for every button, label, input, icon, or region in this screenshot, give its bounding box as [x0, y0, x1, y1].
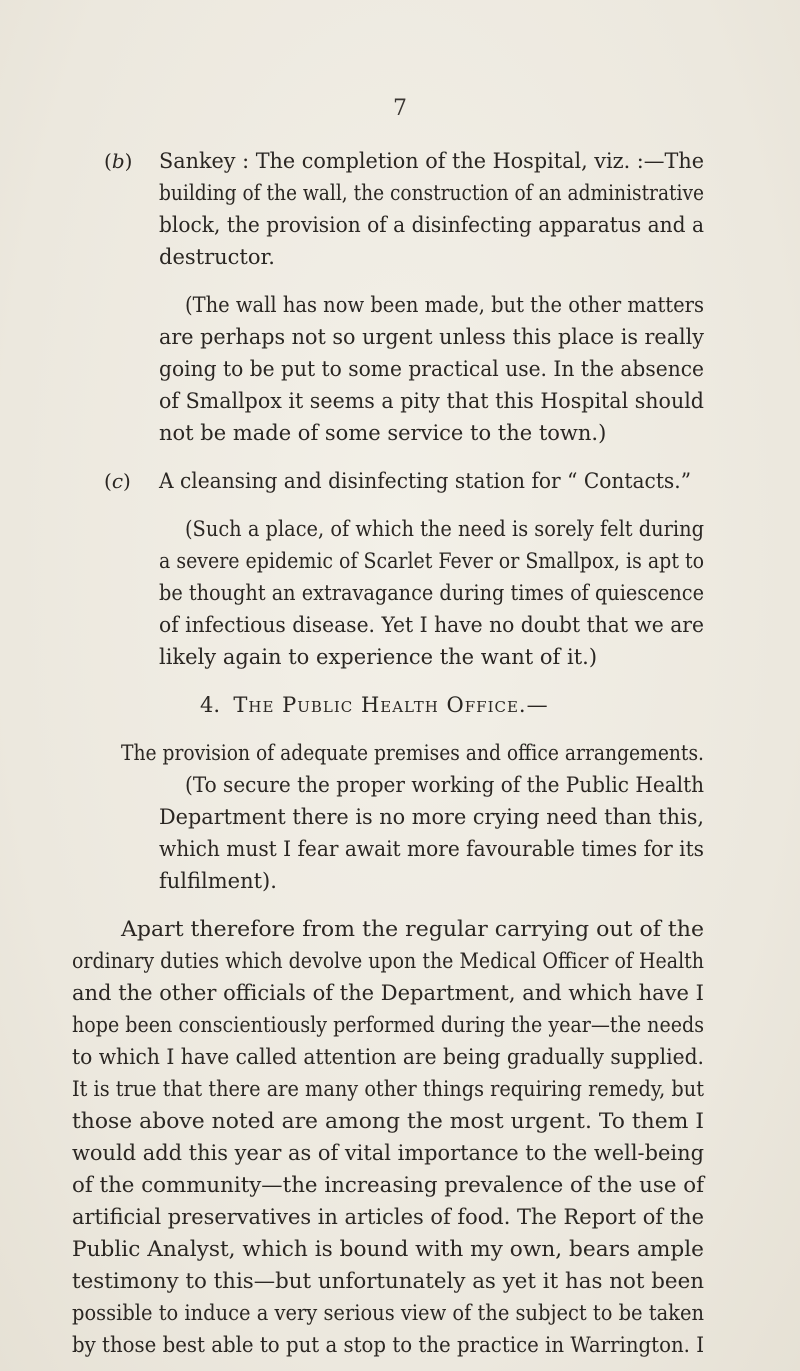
closing-line: hope been conscientiously performed during the year—the needs	[72, 1013, 704, 1037]
item-c-note-line: likely again to experience the want of it.)	[159, 645, 598, 669]
closing-line: possible to induce a very serious view of the subject to be taken	[72, 1301, 704, 1325]
item-c-note-line: of infectious disease. Yet I have no doubt that we are	[159, 613, 704, 637]
section-note-line: fulfilment).	[159, 869, 277, 893]
item-b-line: building of the wall, the construction of an administrative	[159, 181, 704, 205]
page-number: 7	[393, 96, 407, 121]
closing-line: to which I have called attention are being gradually supplied.	[72, 1045, 704, 1069]
closing-line: those above noted are among the most urgent. To them I	[72, 1109, 705, 1133]
closing-line: and the other officials of the Department, and which have I	[72, 981, 704, 1005]
closing-line: Apart therefore from the regular carrying out of the	[121, 917, 704, 941]
closing-line: It is true that there are many other things requiring remedy, but	[72, 1077, 704, 1101]
item-b-note-line: going to be put to some practical use. In the absence	[159, 357, 705, 381]
item-c-line: A cleansing and disinfecting station for “ Contacts.”	[159, 469, 692, 493]
section-note-line: Department there is no more crying need than this,	[159, 805, 704, 829]
item-b-line: destructor.	[159, 245, 275, 269]
item-b-note-line: are perhaps not so urgent unless this place is really	[159, 325, 705, 349]
item-b-line: Sankey : The completion of the Hospital, viz. :—The	[159, 149, 705, 173]
item-c-note-line: (Such a place, of which the need is sorely felt during	[185, 517, 705, 541]
item-b-note-line: (The wall has now been made, but the other matters	[185, 293, 704, 317]
item-label-b: (b)	[104, 149, 133, 173]
item-b-note-line: of Smallpox it seems a pity that this Hospital should	[159, 389, 704, 413]
closing-line: testimony to this—but unfortunately as yet it has not been	[72, 1269, 704, 1293]
section-note-line: (To secure the proper working of the Public Health	[185, 773, 705, 797]
section-line: The provision of adequate premises and office arrangements.	[121, 741, 704, 765]
closing-line: Public Analyst, which is bound with my own, bears ample	[72, 1237, 704, 1261]
closing-line: ordinary duties which devolve upon the Medical Officer of Health	[72, 949, 705, 973]
closing-line: of the community—the increasing prevalence of the use of	[72, 1173, 704, 1197]
closing-line: artificial preservatives in articles of food. The Report of the	[72, 1205, 704, 1229]
closing-line: by those best able to put a stop to the practice in Warrington. I	[72, 1333, 705, 1357]
item-b-note-line: not be made of some service to the town.)	[159, 421, 607, 445]
item-c-note-line: a severe epidemic of Scarlet Fever or Smallpox, is apt to	[159, 549, 705, 573]
closing-line: would add this year as of vital importance to the well-being	[72, 1141, 704, 1165]
section-number: 4.	[200, 693, 221, 717]
item-c-note-line: be thought an extravagance during times of quiescence	[159, 581, 705, 605]
item-b-line: block, the provision of a disinfecting apparatus and a	[159, 213, 704, 237]
item-label-c: (c)	[104, 469, 131, 493]
section-title: The Public Health Office.—	[233, 693, 549, 717]
section-note-line: which must I fear await more favourable times for its	[159, 837, 705, 861]
section-heading	[200, 692, 549, 718]
